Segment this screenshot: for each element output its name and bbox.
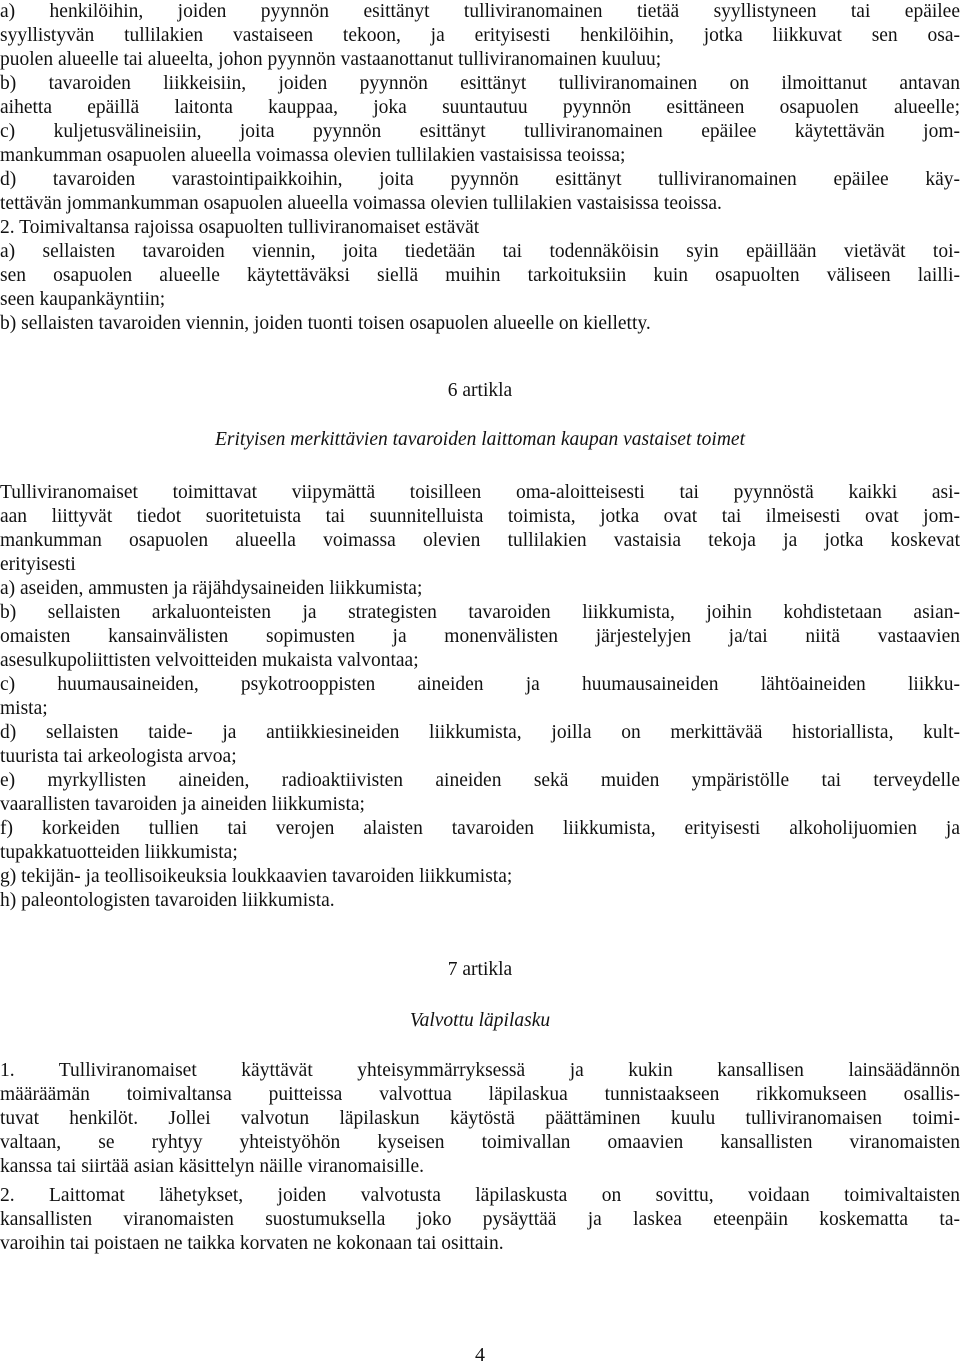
text-line: d) sellaisten taide- ja antiikkiesineiden liikkumista, joilla on merkittävää historiallista, kult- bbox=[0, 722, 960, 743]
page-number: 4 bbox=[475, 1344, 485, 1366]
text-line: 1. Tulliviranomaiset käyttävät yhteisymmärryksessä ja kukin kansallisen lainsäädännön bbox=[0, 1060, 960, 1081]
text-line: varoihin tai poistaen ne taikka korvaten ne kokonaan tai osittain. bbox=[0, 1233, 504, 1254]
text-line: h) paleontologisten tavaroiden liikkumista. bbox=[0, 890, 335, 911]
text-line: tuurista tai arkeologista arvoa; bbox=[0, 746, 237, 767]
text-line: kansallisten viranomaisten suostumuksella joko pysäyttää ja laskea eteenpäin koskematta ta- bbox=[0, 1209, 960, 1230]
article-heading: 7 artikla bbox=[447, 959, 513, 980]
text-line: aan liittyvät tiedot suoritetuista tai suunnitelluista toimista, jotka ovat tai ilmeisesti ovat jom- bbox=[0, 506, 960, 527]
text-line: aihetta epäillä laitonta kauppaa, joka suuntautuu pyynnön esittäneen osapuolen alueelle; bbox=[0, 97, 960, 118]
text-line: a) henkilöihin, joiden pyynnön esittänyt tulliviranomainen tietää syyllistyneen tai epäilee bbox=[0, 1, 960, 22]
text-line: valtaan, se ryhtyy yhteistyöhön kyseisen toimivallan omaavien kansallisten viranomaisten bbox=[0, 1132, 960, 1153]
text-line: a) aseiden, ammusten ja räjähdysaineiden liikkumista; bbox=[0, 578, 423, 599]
text-line: g) tekijän- ja teollisoikeuksia loukkaavien tavaroiden liikkumista; bbox=[0, 866, 513, 887]
text-line: b) sellaisten arkaluonteisten ja strategisten tavaroiden liikkumista, joihin kohdistetaan asian- bbox=[0, 602, 960, 623]
text-line: vaarallisten tavaroiden ja aineiden liikkumista; bbox=[0, 794, 365, 815]
text-line: b) sellaisten tavaroiden viennin, joiden tuonti toisen osapuolen alueelle on kielletty. bbox=[0, 313, 651, 334]
article-title: Erityisen merkittävien tavaroiden laittoman kaupan vastaiset toimet bbox=[214, 429, 745, 450]
text-line: tuvat henkilöt. Jollei valvotun läpilaskun käytöstä päättäminen kuulu tulliviranomaisen toimi- bbox=[0, 1108, 960, 1129]
text-line: 2. Toimivaltansa rajoissa osapuolten tulliviranomaiset estävät bbox=[0, 217, 480, 238]
text-line: erityisesti bbox=[0, 554, 76, 575]
text-line: d) tavaroiden varastointipaikkoihin, joita pyynnön esittänyt tulliviranomainen epäilee käy- bbox=[0, 169, 960, 190]
text-line: syyllistyvän tullilakien vastaiseen tekoon, ja erityisesti henkilöihin, jotka liikkuvat sen osa- bbox=[0, 25, 960, 46]
text-line: e) myrkyllisten aineiden, radioaktiivisten aineiden sekä muiden ympäristölle tai terveydelle bbox=[0, 770, 960, 791]
text-line: sen osapuolen alueelle käytettäväksi siellä muihin tarkoituksiin kuin osapuolten väliseen lailli- bbox=[0, 265, 960, 286]
text-line: omaisten kansainvälisten sopimusten ja monenvälisten järjestelyjen ja/tai niitä vastaavien bbox=[0, 626, 960, 647]
text-line: tettävän jommankumman osapuolen alueella voimassa olevien tullilakien vastaisissa teoissa. bbox=[0, 193, 722, 214]
text-line: c) huumausaineiden, psykotrooppisten aineiden ja huumausaineiden lähtöaineiden liikku- bbox=[0, 674, 960, 695]
text-line: seen kaupankäyntiin; bbox=[0, 289, 166, 310]
text-line: mankumman osapuolen alueella voimassa olevien tullilakien vastaisia tekoja ja jotka koskevat bbox=[0, 530, 960, 551]
text-line: asesulkupoliittisten velvoitteiden mukaista valvontaa; bbox=[0, 650, 419, 671]
text-line: b) tavaroiden liikkeisiin, joiden pyynnön esittänyt tulliviranomainen on ilmoittanut antavan bbox=[0, 73, 960, 94]
article-heading: 6 artikla bbox=[447, 380, 513, 401]
text-line: mista; bbox=[0, 698, 48, 719]
text-line: puolen alueelle tai alueelta, johon pyynnön vastaanottanut tulliviranomainen kuuluu; bbox=[0, 49, 662, 70]
text-line: kanssa tai siirtää asian käsittelyn näille viranomaisille. bbox=[0, 1156, 425, 1177]
text-line: tupakkatuotteiden liikkumista; bbox=[0, 842, 238, 863]
text-line: c) kuljetusvälineisiin, joita pyynnön esittänyt tulliviranomainen epäilee käytettävän jom- bbox=[0, 121, 960, 142]
text-line: mankumman osapuolen alueella voimassa olevien tullilakien vastaisissa teoissa; bbox=[0, 145, 626, 166]
text-line: f) korkeiden tullien tai verojen alaisten tavaroiden liikkumista, erityisesti alkoholijuomien ja bbox=[0, 818, 960, 839]
text-line: 2. Laittomat lähetykset, joiden valvotusta läpilaskusta on sovittu, voidaan toimivaltaisten bbox=[0, 1185, 960, 1206]
text-line: Tulliviranomaiset toimittavat viipymättä toisilleen oma-aloitteisesti tai pyynnöstä kaikki asi- bbox=[0, 482, 960, 503]
text-line: määräämän toimivaltansa puitteissa valvottua läpilaskua tunnistaakseen rikkomukseen osallis- bbox=[0, 1084, 960, 1105]
article-title: Valvottu läpilasku bbox=[409, 1010, 551, 1031]
text-line: a) sellaisten tavaroiden viennin, joita tiedetään tai todennäköisin syin epäillään vietävät toi- bbox=[0, 241, 960, 262]
